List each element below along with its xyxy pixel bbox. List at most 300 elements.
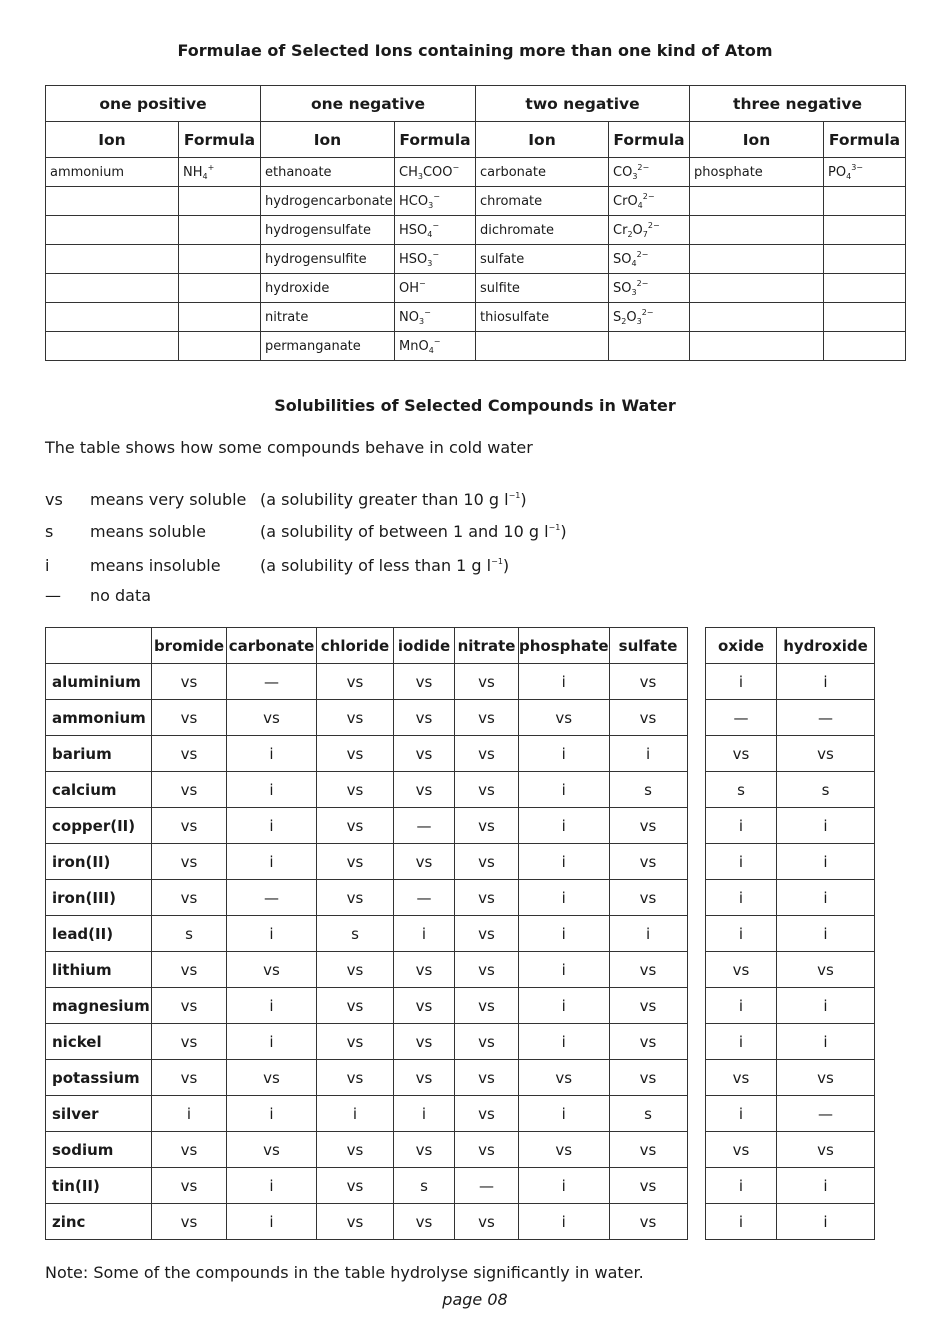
cation-name: magnesium — [46, 988, 152, 1024]
ion-formula-cell: MnO$_4$− — [395, 332, 476, 361]
solubility-value: vs — [317, 736, 394, 772]
solubility-value: s — [777, 772, 875, 808]
ion-column-header: Ion — [476, 122, 609, 158]
solubility-value: vs — [609, 1132, 687, 1168]
ions-row — [46, 216, 906, 245]
solubility-value: vs — [609, 1060, 687, 1096]
solubility-value: vs — [152, 1204, 227, 1240]
oxide-hydroxide-row — [706, 1132, 875, 1168]
solubility-value: vs — [455, 844, 519, 880]
solubility-value: i — [777, 664, 875, 700]
key-meaning: means very soluble — [90, 490, 247, 509]
ion-formula-cell: $HCO_3^-$ — [395, 187, 476, 216]
solubility-value: vs — [152, 700, 227, 736]
ion-name-cell: carbonate — [476, 158, 609, 187]
formula-column-header: Formula — [609, 122, 690, 158]
cation-name: iron(II) — [46, 844, 152, 880]
cation-name: aluminium — [46, 664, 152, 700]
ion-name-cell — [690, 303, 824, 332]
ion-column-header: Ion — [261, 122, 395, 158]
solubility-value: s — [609, 772, 687, 808]
ions-row — [46, 245, 906, 274]
solubility-value: i — [227, 1204, 317, 1240]
solubility-value: i — [227, 1096, 317, 1132]
ion-formula-cell: $NH_4^+$ — [179, 158, 261, 187]
cation-name: iron(III) — [46, 880, 152, 916]
solubility-value: i — [519, 1204, 610, 1240]
solubility-row — [46, 700, 688, 736]
ion-name-cell — [46, 303, 179, 332]
solubility-row — [46, 1024, 688, 1060]
ion-formula-cell: $NO_3^-$ — [395, 303, 476, 332]
oxide-hydroxide-row — [706, 880, 875, 916]
cation-name: tin(II) — [46, 1168, 152, 1204]
solubility-row — [46, 844, 688, 880]
solubility-value: vs — [609, 1024, 687, 1060]
solubility-header-row — [46, 628, 688, 664]
solubility-row — [46, 952, 688, 988]
ion-name-cell — [46, 187, 179, 216]
ion-formula-cell — [179, 274, 261, 303]
solubility-value: vs — [706, 1060, 777, 1096]
ion-name-cell — [476, 332, 609, 361]
solubility-value: i — [777, 1204, 875, 1240]
solubility-value: i — [706, 880, 777, 916]
solubility-value: vs — [394, 1024, 455, 1060]
oxide-hydroxide-row — [706, 808, 875, 844]
formula-column-header: Formula — [395, 122, 476, 158]
ion-column-header: Ion — [690, 122, 824, 158]
solubility-value: vs — [609, 844, 687, 880]
solubility-value: i — [777, 880, 875, 916]
solubility-intro: The table shows how some compounds behave in cold water — [45, 438, 533, 457]
key-meaning: means insoluble — [90, 556, 221, 575]
oxide-hydroxide-row — [706, 988, 875, 1024]
solubility-value: i — [519, 952, 610, 988]
ions-row — [46, 303, 906, 332]
ion-formula-cell: $HSO_3^-$ — [395, 245, 476, 274]
solubility-value: i — [394, 916, 455, 952]
solubility-value: vs — [609, 880, 687, 916]
solubility-value: — — [777, 1096, 875, 1132]
ion-name-cell — [690, 245, 824, 274]
ion-name-cell: chromate — [476, 187, 609, 216]
solubility-value: i — [777, 1024, 875, 1060]
ion-formula-cell — [824, 303, 906, 332]
cation-name: potassium — [46, 1060, 152, 1096]
solubility-value: vs — [227, 952, 317, 988]
solubility-value: i — [777, 844, 875, 880]
solubility-value: vs — [519, 1060, 610, 1096]
solubility-value: vs — [317, 664, 394, 700]
solubility-value: vs — [317, 844, 394, 880]
solubility-value: — — [455, 1168, 519, 1204]
solubility-value: i — [227, 1024, 317, 1060]
oxide-hydroxide-row — [706, 1024, 875, 1060]
anion-header: carbonate — [227, 628, 317, 664]
solubility-value: vs — [455, 880, 519, 916]
corner-blank-cell — [46, 628, 152, 664]
ion-formula-cell — [824, 216, 906, 245]
ion-formula-cell: $SO_3^{2-}$ — [609, 274, 690, 303]
solubility-value: vs — [227, 700, 317, 736]
solubility-value: vs — [152, 736, 227, 772]
oxide-hydroxide-header-row — [706, 628, 875, 664]
oxide-hydroxide-row — [706, 952, 875, 988]
page-number: page 08 — [442, 1290, 508, 1309]
solubility-row — [46, 736, 688, 772]
anion-header: chloride — [317, 628, 394, 664]
ions-row — [46, 332, 906, 361]
oxide-hydroxide-row — [706, 736, 875, 772]
oxide-hydroxide-row — [706, 1168, 875, 1204]
solubility-value: i — [519, 916, 610, 952]
ion-formula-cell — [179, 332, 261, 361]
solubility-value: vs — [394, 736, 455, 772]
solubility-value: vs — [152, 952, 227, 988]
solubility-value: vs — [455, 664, 519, 700]
ion-name-cell: sulfite — [476, 274, 609, 303]
solubility-row — [46, 1204, 688, 1240]
solubility-row — [46, 772, 688, 808]
ion-name-cell — [46, 332, 179, 361]
solubility-row — [46, 1060, 688, 1096]
solubility-value: i — [777, 808, 875, 844]
solubility-value: vs — [317, 988, 394, 1024]
solubility-value: vs — [609, 1168, 687, 1204]
solubility-value: vs — [394, 1060, 455, 1096]
solubility-value: vs — [317, 952, 394, 988]
solubility-value: vs — [706, 1132, 777, 1168]
solubility-value: vs — [455, 916, 519, 952]
ion-formula-cell — [179, 303, 261, 332]
ion-name-cell — [46, 274, 179, 303]
cation-name: sodium — [46, 1132, 152, 1168]
anion-header: hydroxide — [777, 628, 875, 664]
ion-name-cell — [690, 274, 824, 303]
solubility-value: vs — [317, 808, 394, 844]
solubility-value: i — [609, 736, 687, 772]
solubility-value: vs — [394, 700, 455, 736]
ion-name-cell: ethanoate — [261, 158, 395, 187]
ion-formula-cell: $CO_3^{2-}$ — [609, 158, 690, 187]
solubility-value: i — [152, 1096, 227, 1132]
solubility-value: vs — [152, 1168, 227, 1204]
formula-column-header: Formula — [824, 122, 906, 158]
solubility-value: i — [519, 1168, 610, 1204]
solubility-row — [46, 880, 688, 916]
solubility-value: i — [227, 916, 317, 952]
group-header: two negative — [476, 86, 690, 122]
solubility-value: i — [777, 916, 875, 952]
solubility-value: vs — [455, 988, 519, 1024]
key-meaning: no data — [90, 586, 152, 605]
solubility-value: i — [317, 1096, 394, 1132]
solubility-value: vs — [455, 736, 519, 772]
key-detail: (a solubility greater than 10 g $l^{-1}$) — [260, 490, 527, 509]
anion-header: iodide — [394, 628, 455, 664]
formula-column-header: Formula — [179, 122, 261, 158]
solubility-value: vs — [455, 1096, 519, 1132]
solubility-value: vs — [317, 772, 394, 808]
oxide-hydroxide-row — [706, 1096, 875, 1132]
ion-formula-cell: $S_2O_3^{2-}$ — [609, 303, 690, 332]
solubility-value: i — [609, 916, 687, 952]
cation-name: silver — [46, 1096, 152, 1132]
ion-column-header: Ion — [46, 122, 179, 158]
ions-group-header-row — [46, 86, 906, 122]
ion-name-cell: sulfate — [476, 245, 609, 274]
ion-name-cell: thiosulfate — [476, 303, 609, 332]
anion-header: phosphate — [519, 628, 610, 664]
solubility-value: vs — [455, 700, 519, 736]
ion-formula-cell — [824, 274, 906, 303]
solubility-value: vs — [394, 844, 455, 880]
solubility-value: i — [519, 772, 610, 808]
solubility-value: vs — [394, 664, 455, 700]
ion-formula-cell — [824, 187, 906, 216]
solubility-value: i — [394, 1096, 455, 1132]
ion-name-cell — [690, 332, 824, 361]
solubility-value: i — [519, 880, 610, 916]
ion-name-cell — [46, 216, 179, 245]
solubility-value: vs — [706, 952, 777, 988]
solubility-value: vs — [519, 1132, 610, 1168]
group-header: one negative — [261, 86, 476, 122]
solubility-value: i — [706, 916, 777, 952]
ion-formula-cell: $PO_4^{3-}$ — [824, 158, 906, 187]
solubility-value: vs — [777, 1060, 875, 1096]
solubility-value: s — [706, 772, 777, 808]
solubility-value: vs — [227, 1060, 317, 1096]
solubility-table — [45, 627, 688, 1240]
solubility-row — [46, 664, 688, 700]
solubility-value: i — [519, 736, 610, 772]
cation-name: ammonium — [46, 700, 152, 736]
cation-name: nickel — [46, 1024, 152, 1060]
cation-name: zinc — [46, 1204, 152, 1240]
ion-formula-cell — [824, 332, 906, 361]
solubility-value: i — [519, 1024, 610, 1060]
solubility-value: i — [227, 736, 317, 772]
solubility-value: vs — [519, 700, 610, 736]
ion-formula-cell: $CH_3COO^-$ — [395, 158, 476, 187]
solubility-value: vs — [317, 1060, 394, 1096]
solubility-row — [46, 916, 688, 952]
solubility-value: vs — [152, 988, 227, 1024]
solubility-value: i — [519, 988, 610, 1024]
solubility-value: vs — [455, 1060, 519, 1096]
ion-name-cell: nitrate — [261, 303, 395, 332]
solubility-value: vs — [317, 700, 394, 736]
solubility-value: s — [317, 916, 394, 952]
solubility-value: i — [706, 664, 777, 700]
solubility-value: vs — [777, 736, 875, 772]
solubility-value: vs — [152, 1132, 227, 1168]
ion-name-cell: hydrogensulfate — [261, 216, 395, 245]
cation-name: barium — [46, 736, 152, 772]
solubility-value: vs — [317, 1132, 394, 1168]
solubility-value: vs — [706, 736, 777, 772]
ion-name-cell: dichromate — [476, 216, 609, 245]
ion-formula-cell — [179, 245, 261, 274]
key-abbr: i — [45, 556, 50, 575]
group-header: one positive — [46, 86, 261, 122]
solubility-value: vs — [455, 808, 519, 844]
solubility-value: vs — [609, 988, 687, 1024]
key-abbr: s — [45, 522, 54, 541]
solubility-value: i — [227, 1168, 317, 1204]
oxide-hydroxide-row — [706, 844, 875, 880]
solubility-value: i — [227, 772, 317, 808]
anion-header: oxide — [706, 628, 777, 664]
solubility-value: vs — [455, 952, 519, 988]
ion-name-cell: hydroxide — [261, 274, 395, 303]
solubility-value: vs — [777, 1132, 875, 1168]
solubility-value: vs — [317, 1168, 394, 1204]
solubility-value: i — [706, 1024, 777, 1060]
solubility-value: vs — [152, 808, 227, 844]
solubility-value: i — [706, 808, 777, 844]
solubility-value: vs — [152, 880, 227, 916]
oxide-hydroxide-row — [706, 916, 875, 952]
key-detail: (a solubility of less than 1 g $l^{-1}$) — [260, 556, 510, 575]
solubility-value: vs — [317, 1204, 394, 1240]
cation-name: copper(II) — [46, 808, 152, 844]
solubility-value: vs — [152, 772, 227, 808]
solubility-row — [46, 808, 688, 844]
key-abbr: — — [45, 586, 61, 605]
ions-table — [45, 85, 906, 361]
ion-formula-cell: $Cr_2O_7^{2-}$ — [609, 216, 690, 245]
solubility-value: i — [777, 1168, 875, 1204]
solubility-value: — — [227, 664, 317, 700]
solubility-value: vs — [394, 1132, 455, 1168]
ion-name-cell — [690, 216, 824, 245]
solubility-value: s — [609, 1096, 687, 1132]
ions-column-header-row — [46, 122, 906, 158]
key-abbr: vs — [45, 490, 63, 509]
solubility-value: i — [706, 988, 777, 1024]
solubility-value: vs — [609, 1204, 687, 1240]
ion-formula-cell — [179, 216, 261, 245]
solubility-value: vs — [394, 952, 455, 988]
ion-formula-cell — [824, 245, 906, 274]
solubility-value: vs — [394, 772, 455, 808]
solubility-value: vs — [152, 844, 227, 880]
solubility-value: — — [777, 700, 875, 736]
anion-header: bromide — [152, 628, 227, 664]
solubility-value: s — [394, 1168, 455, 1204]
key-detail: (a solubility of between 1 and 10 g $l^{-1}$) — [260, 522, 567, 541]
solubility-value: vs — [317, 1024, 394, 1060]
ion-name-cell — [46, 245, 179, 274]
ions-row — [46, 274, 906, 303]
ions-row — [46, 158, 906, 187]
solubility-value: i — [706, 1168, 777, 1204]
cation-name: lithium — [46, 952, 152, 988]
solubility-value: vs — [455, 1132, 519, 1168]
cation-name: calcium — [46, 772, 152, 808]
solubility-value: i — [706, 1204, 777, 1240]
ion-formula-cell — [179, 187, 261, 216]
solubility-value: vs — [394, 988, 455, 1024]
solubility-value: i — [227, 808, 317, 844]
oxide-hydroxide-row — [706, 772, 875, 808]
solubility-value: i — [519, 808, 610, 844]
solubility-value: vs — [152, 664, 227, 700]
solubility-value: i — [227, 988, 317, 1024]
solubility-title: Solubilities of Selected Compounds in Water — [274, 396, 676, 415]
anion-header: sulfate — [609, 628, 687, 664]
solubility-value: vs — [455, 1204, 519, 1240]
solubility-value: i — [519, 844, 610, 880]
solubility-value: — — [394, 808, 455, 844]
group-header: three negative — [690, 86, 906, 122]
solubility-value: vs — [455, 772, 519, 808]
ion-name-cell: ammonium — [46, 158, 179, 187]
solubility-row — [46, 988, 688, 1024]
oxide-hydroxide-row — [706, 1060, 875, 1096]
ion-name-cell: permanganate — [261, 332, 395, 361]
solubility-value: i — [519, 1096, 610, 1132]
ion-formula-cell: CrO$_4^{2-}$ — [609, 187, 690, 216]
solubility-value: — — [227, 880, 317, 916]
ion-name-cell: phosphate — [690, 158, 824, 187]
ion-formula-cell: $HSO_4^-$ — [395, 216, 476, 245]
solubility-value: vs — [609, 952, 687, 988]
solubility-value: vs — [394, 1204, 455, 1240]
solubility-value: i — [706, 1096, 777, 1132]
solubility-value: i — [519, 664, 610, 700]
solubility-value: — — [706, 700, 777, 736]
solubility-value: i — [706, 844, 777, 880]
ion-formula-cell: OH− — [395, 274, 476, 303]
cation-name: lead(II) — [46, 916, 152, 952]
solubility-row — [46, 1096, 688, 1132]
oxide-hydroxide-table — [705, 627, 875, 1240]
solubility-row — [46, 1132, 688, 1168]
ions-table-title: Formulae of Selected Ions containing more than one kind of Atom — [177, 41, 773, 60]
ion-formula-cell: $SO_4^{2-}$ — [609, 245, 690, 274]
solubility-value: vs — [609, 808, 687, 844]
ions-row — [46, 187, 906, 216]
key-meaning: means soluble — [90, 522, 206, 541]
solubility-value: vs — [777, 952, 875, 988]
anion-header: nitrate — [455, 628, 519, 664]
solubility-value: — — [394, 880, 455, 916]
solubility-value: vs — [152, 1060, 227, 1096]
oxide-hydroxide-row — [706, 700, 875, 736]
solubility-value: vs — [609, 664, 687, 700]
solubility-value: vs — [317, 880, 394, 916]
ion-name-cell: hydrogencarbonate — [261, 187, 395, 216]
oxide-hydroxide-row — [706, 664, 875, 700]
ion-name-cell: hydrogensulfite — [261, 245, 395, 274]
solubility-value: vs — [227, 1132, 317, 1168]
ion-name-cell — [690, 187, 824, 216]
ion-formula-cell — [609, 332, 690, 361]
solubility-value: i — [227, 844, 317, 880]
solubility-value: vs — [609, 700, 687, 736]
solubility-value: vs — [455, 1024, 519, 1060]
hydrolysis-note: Note: Some of the compounds in the table hydrolyse significantly in water. — [45, 1263, 644, 1282]
oxide-hydroxide-row — [706, 1204, 875, 1240]
solubility-value: s — [152, 916, 227, 952]
solubility-value: i — [777, 988, 875, 1024]
solubility-value: vs — [152, 1024, 227, 1060]
solubility-row — [46, 1168, 688, 1204]
